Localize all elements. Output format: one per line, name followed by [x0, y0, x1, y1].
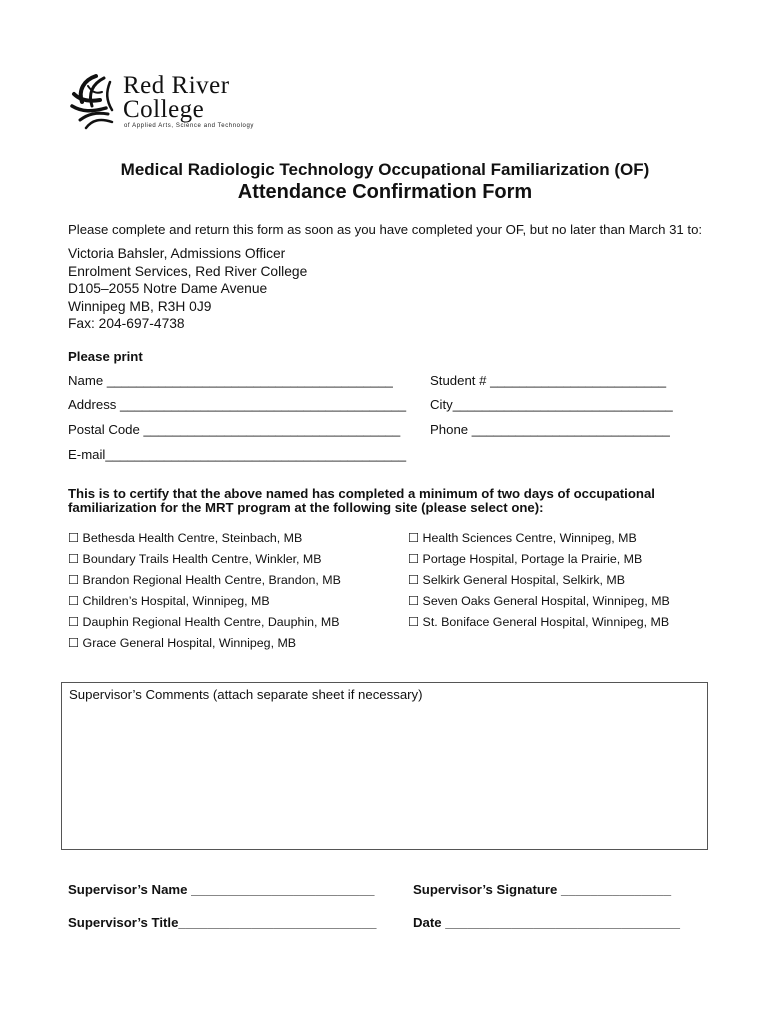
- site-checkbox-grace[interactable]: ☐ Grace General Hospital, Winnipeg, MB: [68, 636, 297, 650]
- supervisor-signature-field[interactable]: Supervisor’s Signature _______________: [413, 882, 672, 897]
- please-print-heading: Please print: [68, 349, 143, 364]
- site-checkbox-seven-oaks[interactable]: ☐ Seven Oaks General Hospital, Winnipeg, MB: [408, 594, 670, 608]
- address-line: Winnipeg MB, R3H 0J9: [68, 299, 212, 314]
- college-emblem-icon: [66, 70, 124, 132]
- site-checkbox-portage[interactable]: ☐ Portage Hospital, Portage la Prairie, MB: [408, 552, 643, 566]
- date-field[interactable]: Date ________________________________: [413, 915, 680, 930]
- instructions-text: Please complete and return this form as soon as you have completed your OF, but no later than March 31 to:: [68, 222, 703, 237]
- logo-text-line2: College: [123, 96, 205, 123]
- certify-text-line1: This is to certify that the above named has completed a minimum of two days of occupational: [68, 486, 655, 501]
- city-field[interactable]: City______________________________: [430, 397, 673, 412]
- site-checkbox-childrens[interactable]: ☐ Children’s Hospital, Winnipeg, MB: [68, 594, 270, 608]
- site-checkbox-health-sciences[interactable]: ☐ Health Sciences Centre, Winnipeg, MB: [408, 531, 637, 545]
- phone-field[interactable]: Phone ___________________________: [430, 422, 670, 437]
- student-number-field[interactable]: Student # ________________________: [430, 373, 667, 388]
- email-field[interactable]: E-mail_________________________________________: [68, 447, 407, 462]
- logo-text-line1: Red River: [123, 72, 230, 99]
- supervisor-comments-box[interactable]: [61, 682, 708, 850]
- name-field[interactable]: Name _______________________________________: [68, 373, 393, 388]
- site-checkbox-st-boniface[interactable]: ☐ St. Boniface General Hospital, Winnipeg, MB: [408, 615, 670, 629]
- site-checkbox-selkirk[interactable]: ☐ Selkirk General Hospital, Selkirk, MB: [408, 573, 625, 587]
- red-river-college-logo: [66, 70, 256, 136]
- postal-code-field[interactable]: Postal Code ___________________________________: [68, 422, 401, 437]
- certify-text-line2: familiarization for the MRT program at the following site (please select one):: [68, 500, 544, 515]
- logo-tagline: of Applied Arts, Science and Technology: [124, 123, 255, 129]
- site-checkbox-dauphin[interactable]: ☐ Dauphin Regional Health Centre, Dauphin, MB: [68, 615, 340, 629]
- supervisor-name-field[interactable]: Supervisor’s Name _________________________: [68, 882, 375, 897]
- site-checkbox-brandon[interactable]: ☐ Brandon Regional Health Centre, Brandon, MB: [68, 573, 341, 587]
- site-checkbox-boundary-trails[interactable]: ☐ Boundary Trails Health Centre, Winkler, MB: [68, 552, 322, 566]
- address-line: D105–2055 Notre Dame Avenue: [68, 281, 268, 296]
- form-subtitle: Attendance Confirmation Form: [237, 181, 533, 203]
- address-line: Fax: 204-697-4738: [68, 316, 185, 331]
- address-line: Victoria Bahsler, Admissions Officer: [68, 246, 286, 261]
- address-field[interactable]: Address _______________________________________: [68, 397, 407, 412]
- form-title: Medical Radiologic Technology Occupational Familiarization (OF): [120, 160, 650, 179]
- supervisor-comments-label: Supervisor’s Comments (attach separate sheet if necessary): [69, 687, 423, 702]
- site-checkbox-bethesda[interactable]: ☐ Bethesda Health Centre, Steinbach, MB: [68, 531, 303, 545]
- address-line: Enrolment Services, Red River College: [68, 264, 308, 279]
- supervisor-title-field[interactable]: Supervisor’s Title___________________________: [68, 915, 377, 930]
